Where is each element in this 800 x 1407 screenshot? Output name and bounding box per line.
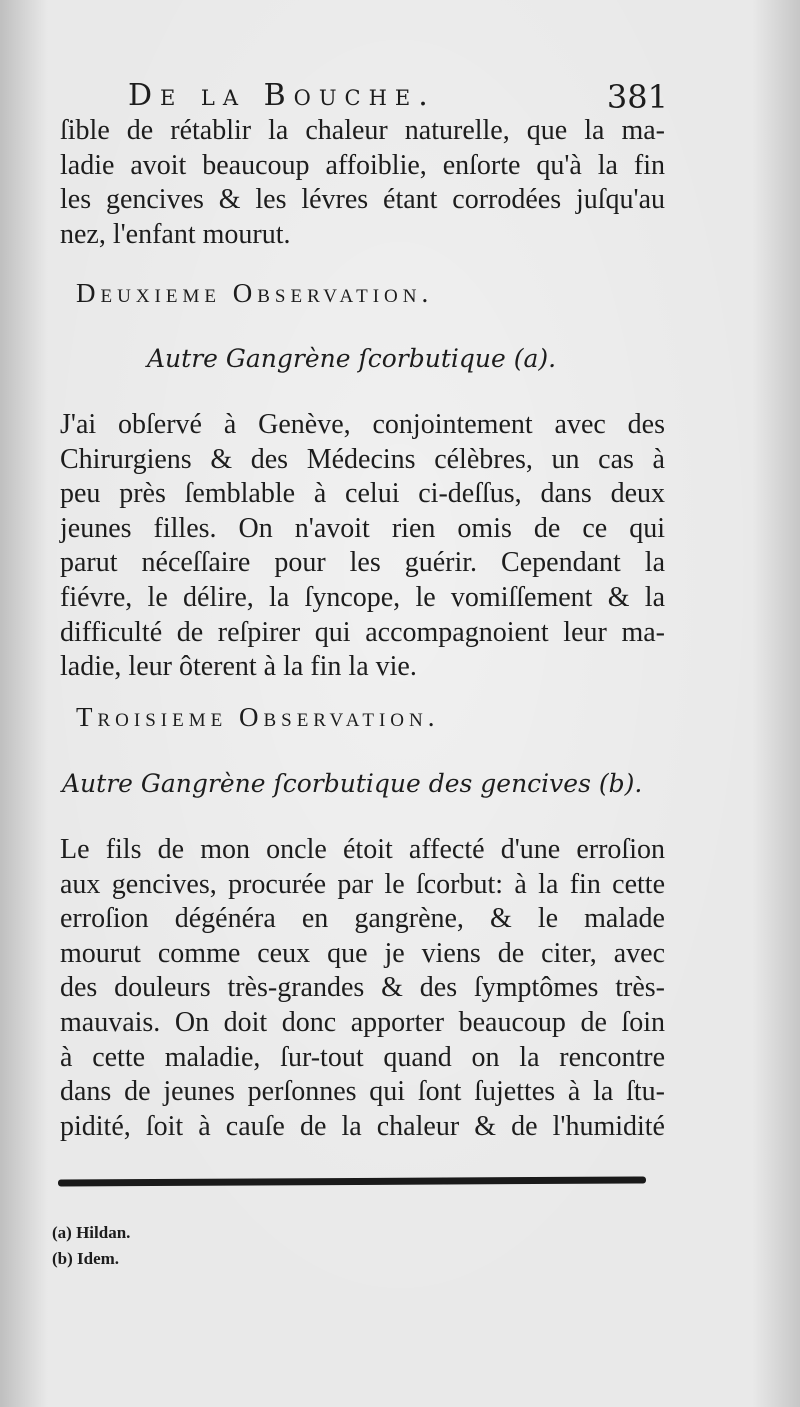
running-head: De la Bouche. (128, 78, 436, 113)
footnote-rule (58, 1176, 646, 1186)
section-title-troisieme: Troisieme Observation. (76, 702, 440, 732)
text-line: J'ai obſervé à Genève, conjointement avec des (60, 409, 665, 440)
text-line: aux gencives, procurée par le ſcorbut: à la fin cette (60, 868, 665, 900)
text-line: mourut comme ceux que je viens de citer, avec (60, 937, 665, 969)
text-line: ladie, leur ôterent à la fin la vie. (60, 651, 417, 683)
text-line: à cette maladie, ſur-tout quand on la rencontre (60, 1041, 665, 1073)
text-line: ladie avoit beaucoup affoiblie, enſorte qu'à la fin (60, 149, 665, 181)
paragraph-continuation (60, 114, 665, 252)
text-line: dans de jeunes perſonnes qui ſont ſujettes à la ſtu- (60, 1076, 665, 1108)
text-line: Chirurgiens & des Médecins célèbres, un cas à (60, 443, 665, 475)
text-line: des douleurs très-grandes & des ſymptômes très- (60, 972, 665, 1004)
section-subtitle-deuxieme: Autre Gangrène ſcorbutique (a). (147, 344, 557, 373)
section-title-deuxieme: Deuxieme Observation. (76, 278, 434, 308)
paragraph-deuxieme (60, 408, 665, 685)
text-line: nez, l'enfant mourut. (60, 218, 291, 250)
text-line: difficulté de reſpirer qui accompagnoient leur ma- (60, 616, 665, 648)
text-line: les gencives & les lévres étant corrodées juſqu'au (60, 184, 665, 216)
text-line: peu près ſemblable à celui ci-deſſus, dans deux (60, 478, 665, 510)
text-line: pidité, ſoit à cauſe de la chaleur & de l'humidité (60, 1110, 665, 1142)
text-line: Le fils de mon oncle étoit affecté d'une erroſion (60, 834, 665, 865)
text-line: ſible de rétablir la chaleur naturelle, que la ma- (60, 115, 665, 146)
section-subtitle-troisieme: Autre Gangrène ſcorbutique des gencives (b). (62, 769, 643, 798)
page-number: 381 (606, 78, 668, 116)
paragraph-troisieme (60, 833, 665, 1144)
text-line: fiévre, le délire, la ſyncope, le vomiſſement & la (60, 581, 665, 613)
footnote-a: (a) Hildan. (52, 1223, 131, 1242)
text-line: parut néceſſaire pour les guérir. Cependant la (60, 547, 665, 579)
text-line: erroſion dégénéra en gangrène, & le malade (60, 903, 665, 935)
text-line: jeunes filles. On n'avoit rien omis de ce qui (60, 512, 665, 544)
text-line: mauvais. On doit donc apporter beaucoup de ſoin (60, 1006, 665, 1038)
page-header (128, 78, 668, 118)
footnote-b: (b) Idem. (52, 1249, 120, 1268)
footnotes (52, 1220, 130, 1272)
